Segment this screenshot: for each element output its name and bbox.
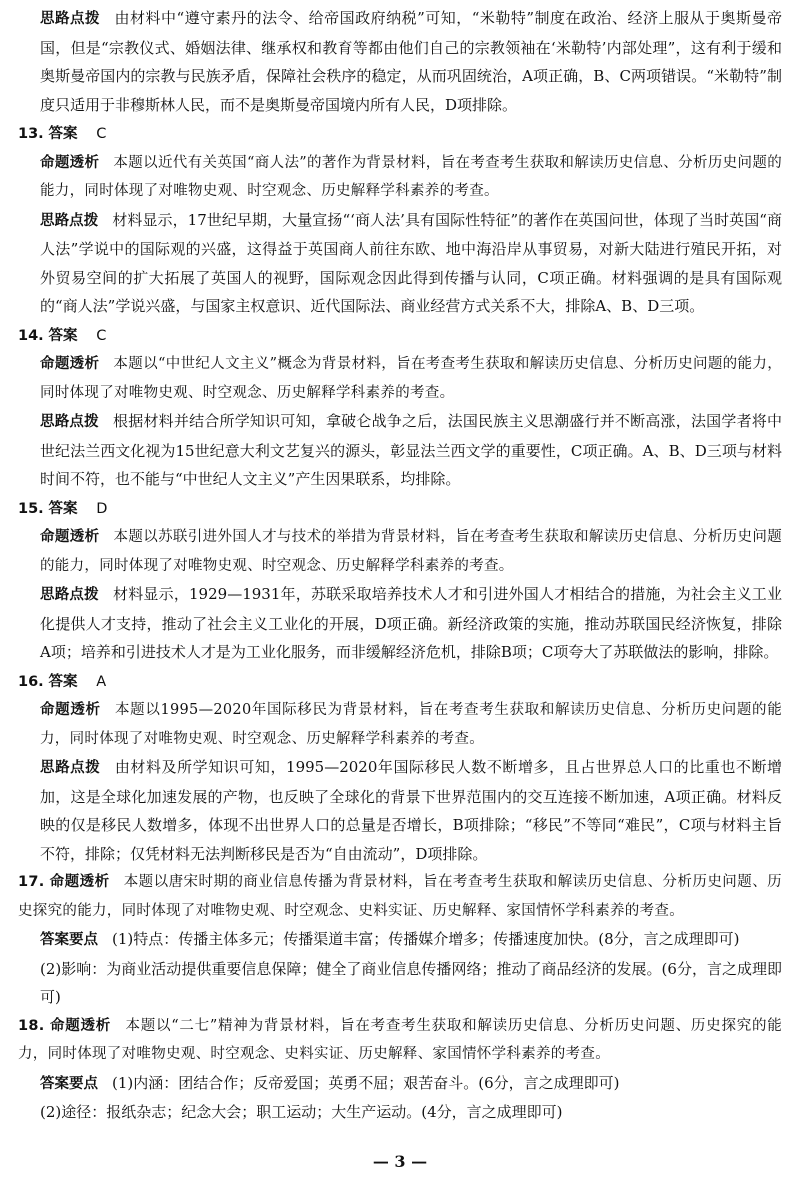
- q15-answer-line: [18, 494, 782, 524]
- intent-text: 本题以“二七”精神为背景材料，旨在考查考生获取和解读历史信息、分析历史问题、历史探究的能力，同时体现了对唯物史观、时空观念、史料实证、历史解释、家国情怀学科素养的考查。: [18, 1017, 783, 1062]
- hint-text: 由材料中“遵守素丹的法令、给帝国政府纳税”可知，“米勒特”制度在政治、经济上服从于奥斯曼帝国，但是“宗教仪式、婚姻法律、继承权和教育等都由他们自己的宗教领袖在‘米勒特’内部处理”，这有利于缓和奥斯曼帝国内的宗教与民族矛盾，保障社会秩序的稳定，从而巩固统治，A项正确，B、C两项错误。“米勒特”制度只适用于非穆斯林人民，而不是奥斯曼帝国境内所有人民，D项排除。: [40, 9, 782, 114]
- answer-label: 答案: [48, 673, 78, 690]
- hint-label: 思路点拨: [40, 414, 99, 430]
- question-number: 14.: [18, 327, 44, 344]
- q16-intent: [18, 696, 782, 753]
- intent-label: 命题透析: [40, 702, 101, 718]
- q15-intent: [18, 523, 782, 580]
- answer-label: 答案: [48, 500, 78, 517]
- answer-value: A: [96, 673, 107, 690]
- answer-label: 答案: [48, 126, 78, 142]
- key-text: (2)影响：为商业活动提供重要信息保障；健全了商业信息传播网络；推动了商品经济的发展。(6分，言之成理即可): [40, 959, 782, 1006]
- question-number: 13.: [18, 126, 44, 142]
- key-text: (1)特点：传播主体多元；传播渠道丰富；传播媒介增多；传播速度加快。(8分，言之成理即可): [112, 930, 740, 948]
- q17-key-1: [18, 925, 782, 955]
- page-number: — 3 —: [372, 1152, 428, 1171]
- hint-text: 由材料及所学知识可知，1995—2020年国际移民人数不断增多，且占世界总人口的比重也不断增加，这是全球化加速发展的产物，也反映了全球化的背景下世界范围内的交互连接不断加速，A项正确。材料反映的仅是移民人数增多，体现不出世界人口的总量是否增长，B项排除；“移民”不等同“难民”，C项与材料主旨不符，排除；仅凭材料无法判断移民是否为“自由流动”，D项排除。: [40, 758, 783, 863]
- q12-hint: [18, 4, 782, 119]
- q16-hint: [18, 753, 782, 868]
- question-number: 17.: [18, 874, 45, 890]
- q14-answer-line: [18, 321, 782, 351]
- key-label: 答案要点: [40, 1075, 98, 1092]
- q16-answer-line: [18, 667, 782, 697]
- q15-hint: [18, 580, 782, 667]
- q17-intent: [18, 868, 782, 925]
- intent-text: 本题以苏联引进外国人才与技术的举措为背景材料，旨在考查考生获取和解读历史信息、分析历史问题的能力，同时体现了对唯物史观、时空观念、历史解释学科素养的考查。: [40, 529, 783, 574]
- q18-key-2: [18, 1098, 782, 1127]
- hint-label: 思路点拨: [40, 212, 99, 229]
- hint-label: 思路点拨: [40, 587, 99, 603]
- q18-key-1: [18, 1069, 782, 1099]
- intent-label: 命题透析: [49, 874, 110, 890]
- question-number: 15.: [18, 500, 44, 517]
- hint-text: 材料显示，17世纪早期，大量宣扬“‘商人法’具有国际性特征”的著作在英国问世，体现了当时英国“商人法”学说中的国际观的兴盛，这得益于英国商人前往东欧、地中海沿岸从事贸易，对新大陆进行殖民开拓，对外贸易空间的扩大拓展了英国人的视野，国际观念因此得到传播与认同，C项正确。材料强调的是具有国际观的“商人法”学说兴盛，与国家主权意识、近代国际法、商业经营方式关系不大，排除A、B、D三项。: [40, 210, 783, 315]
- q14-hint: [18, 407, 782, 494]
- intent-text: 本题以“中世纪人文主义”概念为背景材料，旨在考查考生获取和解读历史信息、分析历史问题的能力，同时体现了对唯物史观、时空观念、历史解释学科素养的考查。: [40, 356, 782, 401]
- q17-key-2: [18, 955, 782, 1012]
- intent-label: 命题透析: [40, 529, 100, 545]
- question-number: 18.: [18, 1017, 45, 1034]
- answer-value: D: [96, 500, 108, 517]
- hint-text: 材料显示，1929—1931年，苏联采取培养技术人才和引进外国人才相结合的措施，为社会主义工业化提供人才支持，推动了社会主义工业化的开展，D项正确。新经济政策的实施，推动苏联国民经济恢复，排除A项；培养和引进技术人才是为工业化服务，而非缓解经济危机，排除B项；C项夸大了苏联做法的影响，排除。: [40, 585, 783, 661]
- intent-label: 命题透析: [40, 154, 100, 171]
- hint-label: 思路点拨: [40, 760, 101, 776]
- intent-label: 命题透析: [49, 1017, 111, 1034]
- q13-intent: [18, 149, 782, 206]
- intent-text: 本题以1995—2020年国际移民为背景材料，旨在考查考生获取和解读历史信息、分析历史问题的能力，同时体现了对唯物史观、时空观念、历史解释学科素养的考查。: [40, 702, 782, 747]
- answer-value: C: [96, 327, 107, 344]
- answer-value: C: [96, 126, 107, 142]
- intent-text: 本题以唐宋时期的商业信息传播为背景材料，旨在考查考生获取和解读历史信息、分析历史问题、历史探究的能力，同时体现了对唯物史观、时空观念、史料实证、历史解释、家国情怀学科素养的考查。: [18, 874, 782, 919]
- hint-text: 根据材料并结合所学知识可知，拿破仑战争之后，法国民族主义思潮盛行并不断高涨，法国学者将中世纪法兰西文化视为15世纪意大利文艺复兴的源头，彰显法兰西文学的重要性，C项正确。A、B、D三项与材料时间不符，也不能与“中世纪人文主义”产生因果联系，均排除。: [40, 412, 783, 488]
- key-text: (1)内涵：团结合作；反帝爱国；英勇不屈；艰苦奋斗。(6分，言之成理即可): [112, 1073, 620, 1092]
- question-number: 16.: [18, 673, 44, 690]
- key-label: 答案要点: [40, 932, 98, 948]
- intent-label: 命题透析: [40, 356, 100, 372]
- answer-label: 答案: [48, 327, 78, 344]
- key-text: (2)途径：报纸杂志；纪念大会；职工运动；大生产运动。(4分，言之成理即可): [40, 1103, 563, 1121]
- intent-text: 本题以近代有关英国“商人法”的著作为背景材料，旨在考查考生获取和解读历史信息、分析历史问题的能力，同时体现了对唯物史观、时空观念、历史解释学科素养的考查。: [40, 154, 782, 199]
- q13-answer-line: [18, 119, 782, 149]
- q18-intent: [18, 1012, 782, 1069]
- hint-label: 思路点拨: [40, 11, 100, 27]
- q13-hint: [18, 206, 782, 321]
- q14-intent: [18, 350, 782, 407]
